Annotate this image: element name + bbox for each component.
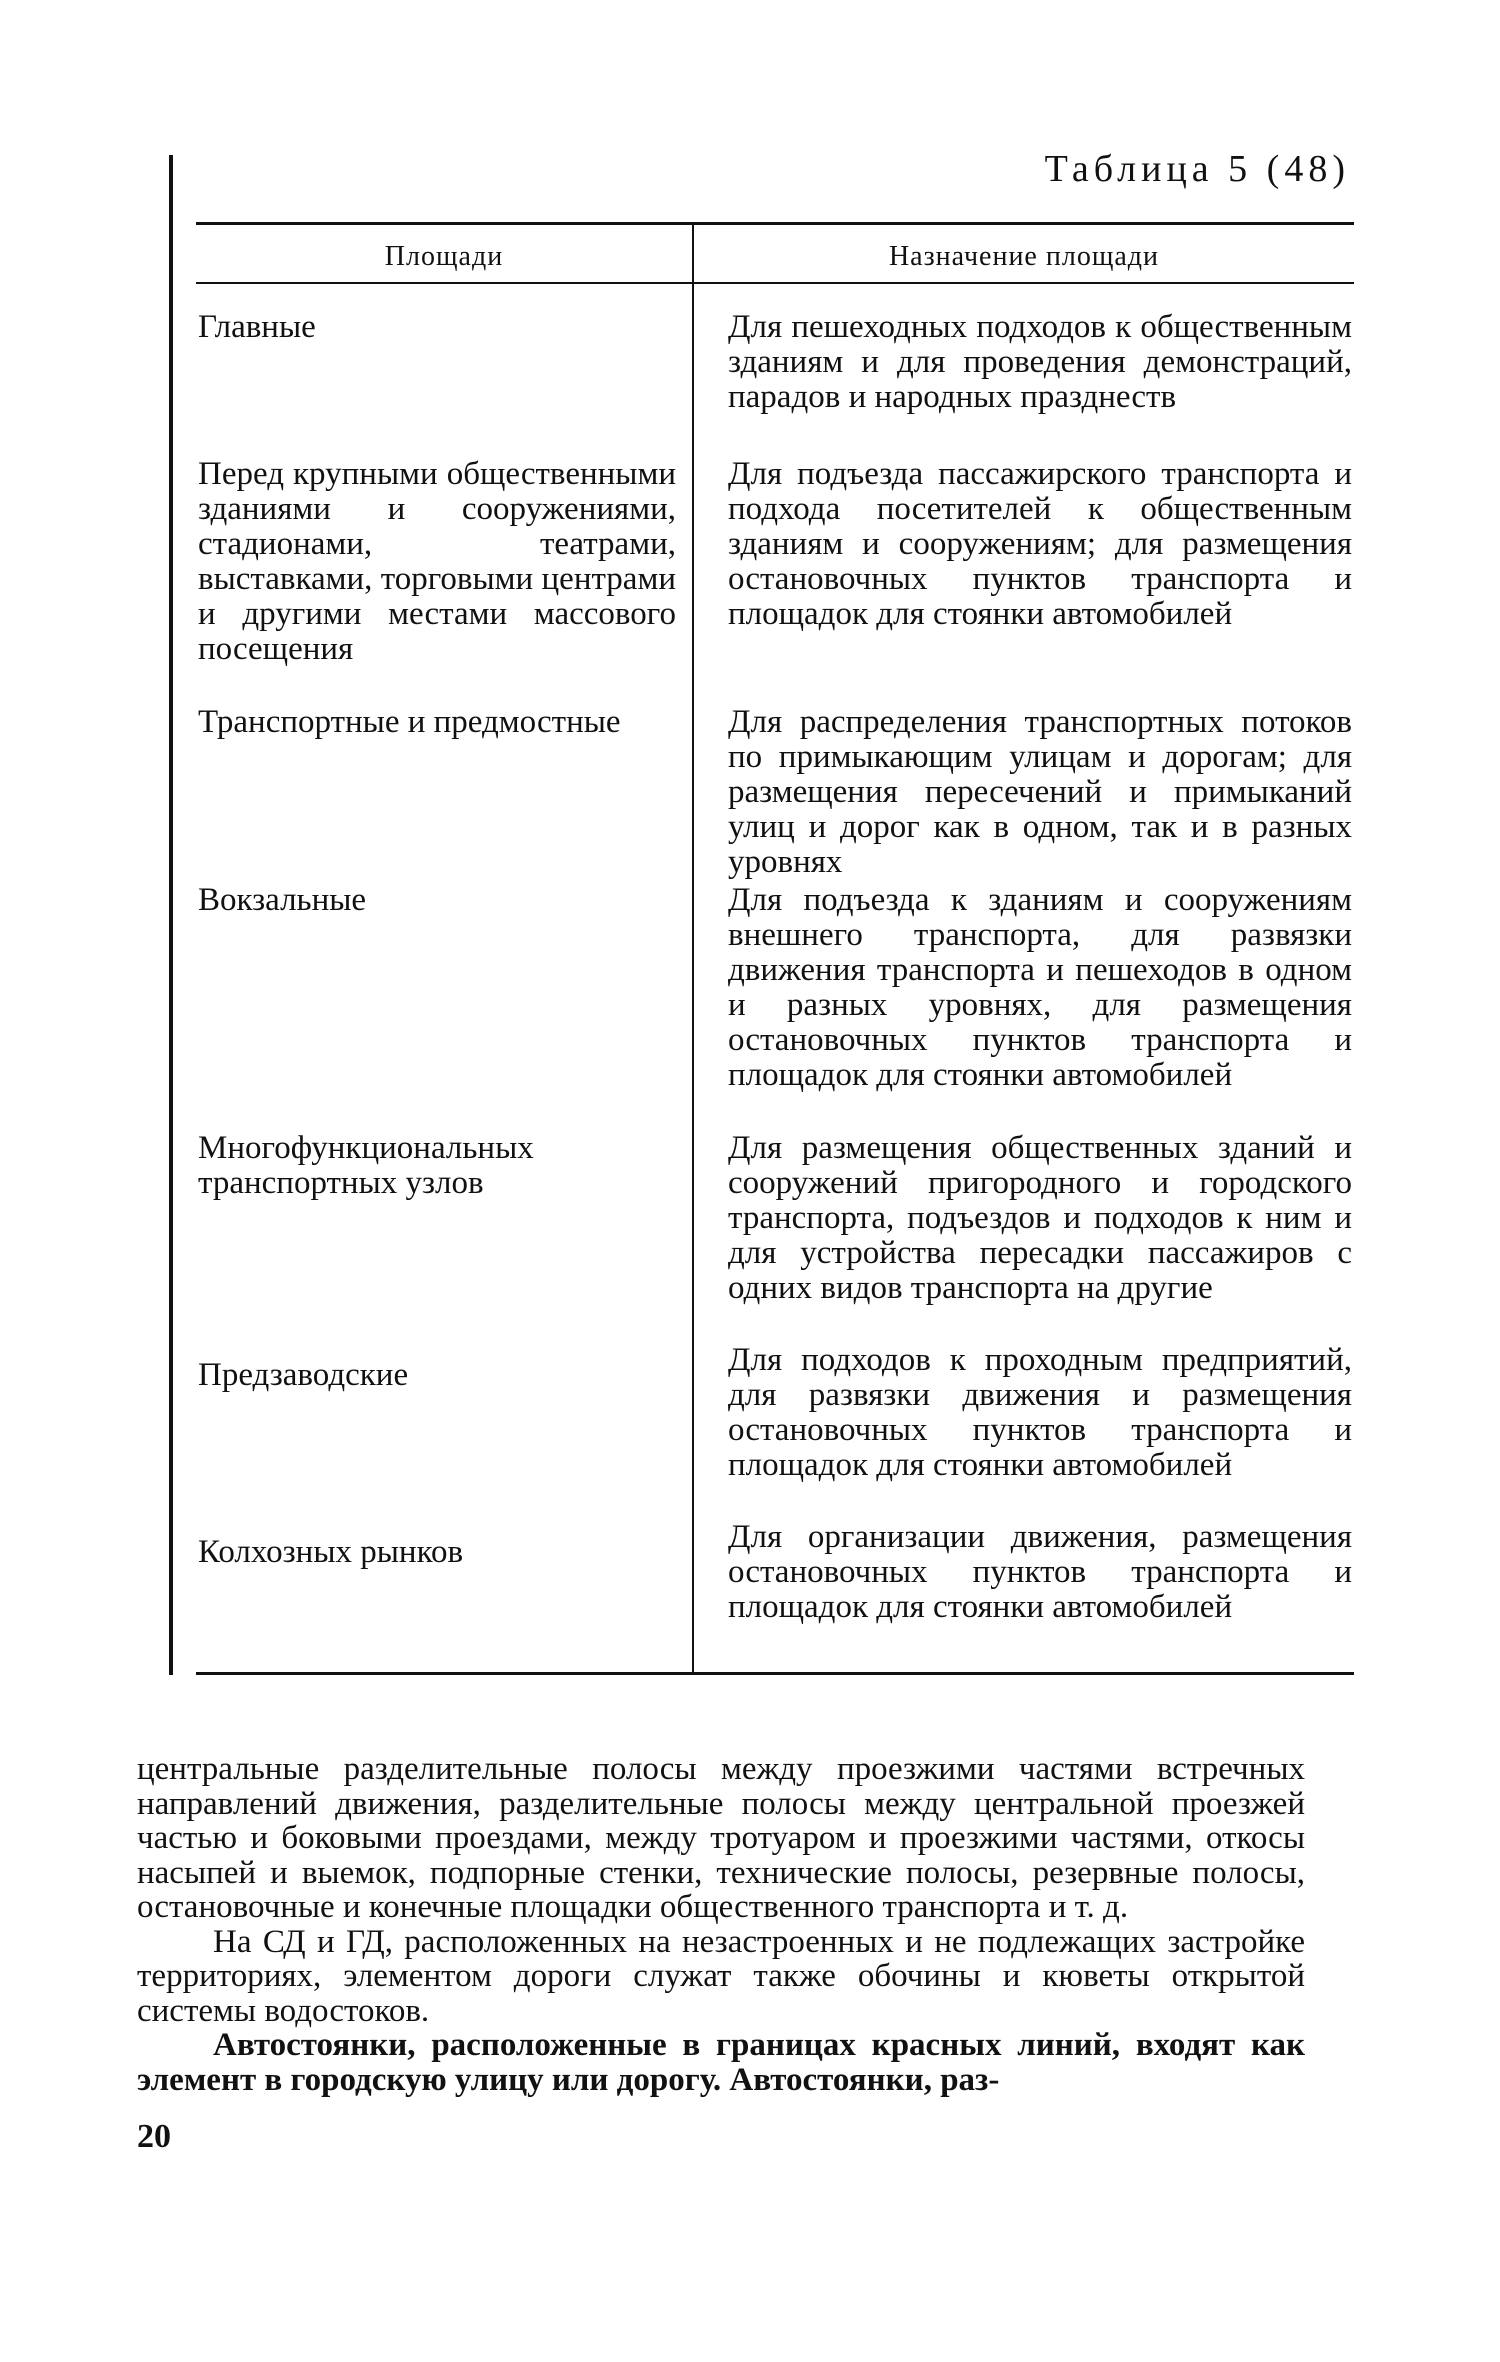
table-row-2-name: Перед крупными общественными зданиями и сооружениями, стадионами, театрами, выставками, торговыми центрами и другими местами массового посещения [198, 456, 676, 667]
table-row-7-purpose: Для организации движения, размещения остановочных пунктов транспорта и площадок для стоянки автомобилей [728, 1519, 1352, 1625]
table-row-3-purpose: Для распределения транспортных потоков по примыкающим улицам и дорогам; для размещения пересечений и примыканий улиц и дорог как в одном, так и в разных уровнях [728, 704, 1352, 880]
table-row-6-name: Предзаводские [198, 1357, 409, 1393]
table-row-3-name: Транспортные и предмостные [198, 704, 621, 740]
margin-bar [169, 155, 173, 1675]
table-row-5-name: Многофункциональных транспортных узлов [198, 1130, 534, 1201]
table-header-rule [196, 282, 1354, 284]
table-row-5-purpose: Для размещения общественных зданий и сооружений пригородного и городского транспорта, подъездов и подходов к ним и для устройства пересадки пассажиров с одних видов транспорта на другие [728, 1130, 1352, 1306]
table-row-4-purpose: Для подъезда к зданиям и сооружениям внешнего транспорта, для развязки движения транспорта и пешеходов в одном и разных уровнях, для размещения остановочных пунктов транспорта и площадок для стоянки автомобилей [728, 882, 1352, 1093]
table-header-areas: Площади [384, 241, 504, 272]
table-row-7-name: Колхозных рынков [198, 1534, 464, 1570]
table-row-1-purpose: Для пешеходных подходов к общественным зданиям и для проведения демонстраций, парадов и народных празднеств [728, 309, 1352, 415]
table-row-6-purpose: Для подходов к проходным предприятий, для развязки движения и размещения остановочных пунктов транспорта и площадок для стоянки автомобилей [728, 1342, 1352, 1483]
table-bottom-rule [196, 1672, 1354, 1675]
body-paragraph-1: центральные разделительные полосы между проезжими частями встречных направлений движения, разделительные полосы между центральной проезжей частью и боковыми проездами, между тротуаром и проезжими частями, откосы насыпей и выемок, подпорные стенки, технические полосы, резервные полосы, остановочные и конечные площадки общественного транспорта и т. д. [137, 1751, 1305, 1925]
table-top-rule [196, 222, 1354, 225]
table-row-1-name: Главные [198, 309, 316, 345]
body-paragraph-3: Автостоянки, расположенные в границах красных линий, входят как элемент в городскую улицу или дорогу. Автостоянки, раз- [137, 2027, 1305, 2098]
page-number: 20 [137, 2118, 171, 2155]
table-row-2-purpose: Для подъезда пассажирского транспорта и подхода посетителей к общественным зданиям и сооружениям; для размещения остановочных пунктов транспорта и площадок для стоянки автомобилей [728, 456, 1352, 632]
table-header-purpose: Назначение площади [888, 241, 1160, 272]
body-paragraph-2: На СД и ГД, расположенных на незастроенных и не подлежащих застройке территориях, элементом дороги служат также обочины и кюветы открытой системы водостоков. [137, 1923, 1305, 2029]
table-caption: Таблица 5 (48) [1044, 148, 1350, 190]
body-text [137, 1752, 1305, 2097]
table-column-divider [692, 222, 694, 1672]
table-row-4-name: Вокзальные [198, 882, 367, 918]
